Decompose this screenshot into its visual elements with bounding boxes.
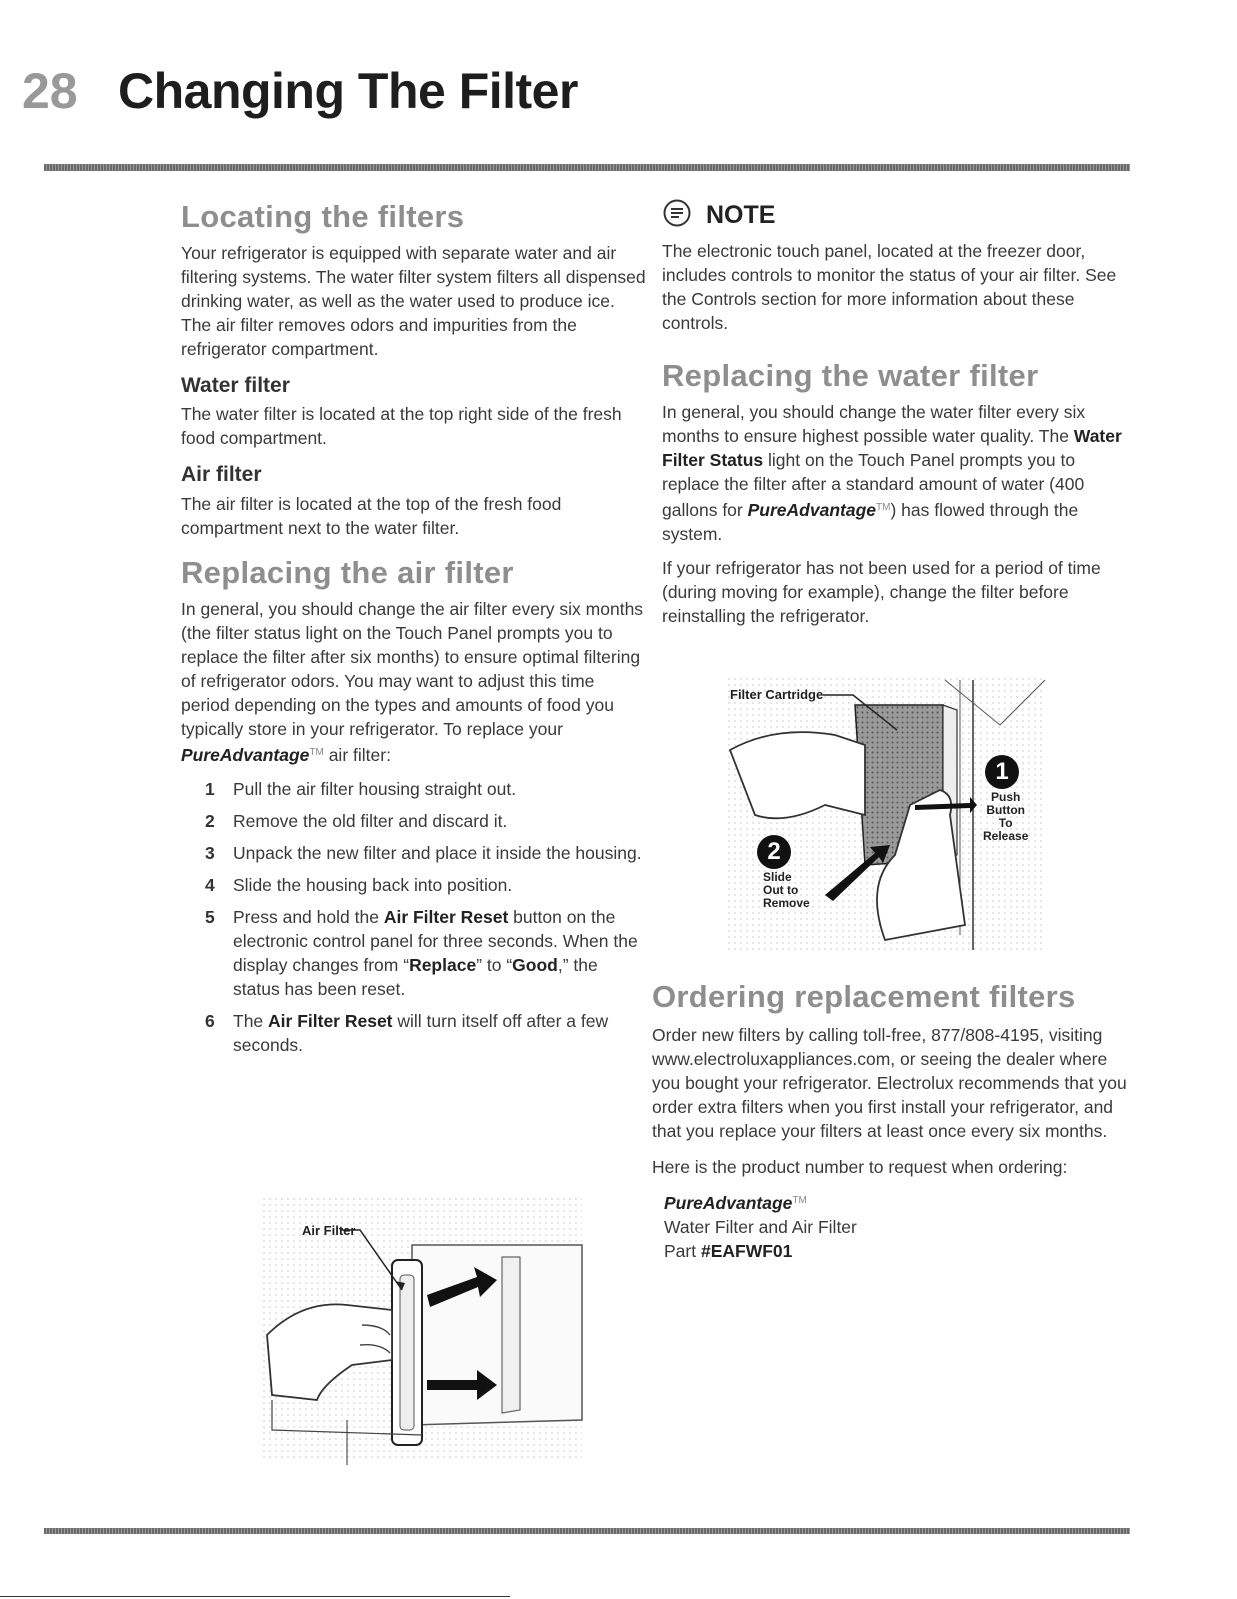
list-item: 3 Unpack the new filter and place it inside the housing. bbox=[205, 842, 642, 863]
water-filter-heading: Water filter bbox=[181, 374, 290, 398]
list-item: 1 Pull the air filter housing straight out. bbox=[205, 778, 517, 799]
left-column bbox=[181, 198, 646, 1065]
ordering-heading: Ordering replacement filters bbox=[652, 979, 1076, 1014]
air-filter-heading: Air filter bbox=[181, 463, 262, 487]
top-divider bbox=[44, 164, 1130, 171]
filter-cartridge-label: Filter Cartridge bbox=[730, 687, 824, 702]
list-item: 6 The Air Filter Reset will turn itself off after a few seconds. bbox=[205, 1010, 609, 1055]
brand-name: PureAdvantage bbox=[664, 1193, 793, 1214]
ordering-section bbox=[652, 978, 1130, 1263]
air-filter-label: Air Filter bbox=[302, 1223, 356, 1238]
bottom-edge-line bbox=[0, 1596, 510, 1597]
product-name: Water Filter and Air Filter bbox=[664, 1217, 857, 1238]
air-filter-steps bbox=[181, 777, 646, 1057]
note-text: The electronic touch panel, located at the freezer door, includes controls to monitor the status of your air filter. See the Controls section for more information about these controls. bbox=[662, 241, 1117, 333]
water-filter-text: The water filter is located at the top right side of the fresh food compartment. bbox=[181, 404, 622, 449]
ordering-p2: Here is the product number to request when ordering: bbox=[652, 1157, 1068, 1178]
replace-air-heading: Replacing the air filter bbox=[181, 554, 514, 590]
list-item: 5 Press and hold the Air Filter Reset button on the electronic control panel for three seconds. When the display changes from “Replace” to “Good,” the status has been reset. bbox=[205, 906, 638, 999]
locating-intro: Your refrigerator is equipped with separate water and air filtering systems. The water filter system filters all dispensed drinking water, as well as the water used to produce ice. The air filter removes odors and impurities from the refrigerator compartment. bbox=[181, 243, 646, 360]
step-2-badge: 2 bbox=[757, 835, 791, 869]
replace-water-p1: In general, you should change the water filter every six months to ensure highest possible water quality. The Water Filter Status light on the Touch Panel prompts you to replace the filter after a standard amount of water (400 gallons for PureAdvantage™) has flowed through the system. bbox=[662, 402, 1122, 545]
air-filter-text: The air filter is located at the top of the fresh food compartment next to the water filter. bbox=[181, 493, 562, 538]
part-number: Part #EAFWF01 bbox=[664, 1241, 793, 1262]
brand-name: PureAdvantage bbox=[747, 500, 876, 521]
list-item: 2 Remove the old filter and discard it. bbox=[205, 810, 508, 831]
water-filter-illustration bbox=[715, 665, 1055, 965]
page-number: 28 bbox=[22, 63, 78, 119]
slide-out-caption: Slide Out to Remove bbox=[763, 870, 810, 910]
bottom-divider bbox=[44, 1528, 1130, 1534]
note-title: NOTE bbox=[706, 201, 776, 229]
step-1-badge: 1 bbox=[985, 755, 1019, 789]
ordering-p1: Order new filters by calling toll-free, 877/808-4195, visiting www.electroluxappliances.com, or seeing the dealer where you bought your refrigerator. Electrolux recommends that you order extra filters when you first install your refrigerator, and that you replace your filters at least once every six months. bbox=[652, 1025, 1127, 1142]
note-header bbox=[662, 198, 1132, 233]
right-column bbox=[662, 198, 1132, 638]
replace-air-intro: In general, you should change the air filter every six months (the filter status light on the Touch Panel prompts you to replace the filter after six months) to ensure optimal filtering of refrigerator odors. You may want to adjust this time period depending on the types and amounts of food you typically store in your refrigerator. To replace your PureAdvantage™ air filter: bbox=[181, 598, 644, 765]
replace-water-p2: If your refrigerator has not been used for a period of time (during moving for example), change the filter before reinstalling the refrigerator. bbox=[662, 558, 1101, 627]
locating-heading: Locating the filters bbox=[181, 199, 465, 234]
brand-name: PureAdvantage bbox=[181, 744, 310, 765]
replace-water-heading: Replacing the water filter bbox=[662, 358, 1039, 393]
page-header bbox=[22, 62, 578, 120]
push-button-caption: Push Button To Release bbox=[983, 790, 1029, 843]
list-item: 4 Slide the housing back into position. bbox=[205, 874, 513, 895]
note-icon bbox=[662, 198, 692, 233]
air-filter-illustration bbox=[262, 1185, 592, 1465]
page-title: Changing The Filter bbox=[118, 63, 578, 119]
product-number-block: PureAdvantage™ Water Filter and Air Filter Part #EAFWF01 bbox=[664, 1189, 1130, 1263]
